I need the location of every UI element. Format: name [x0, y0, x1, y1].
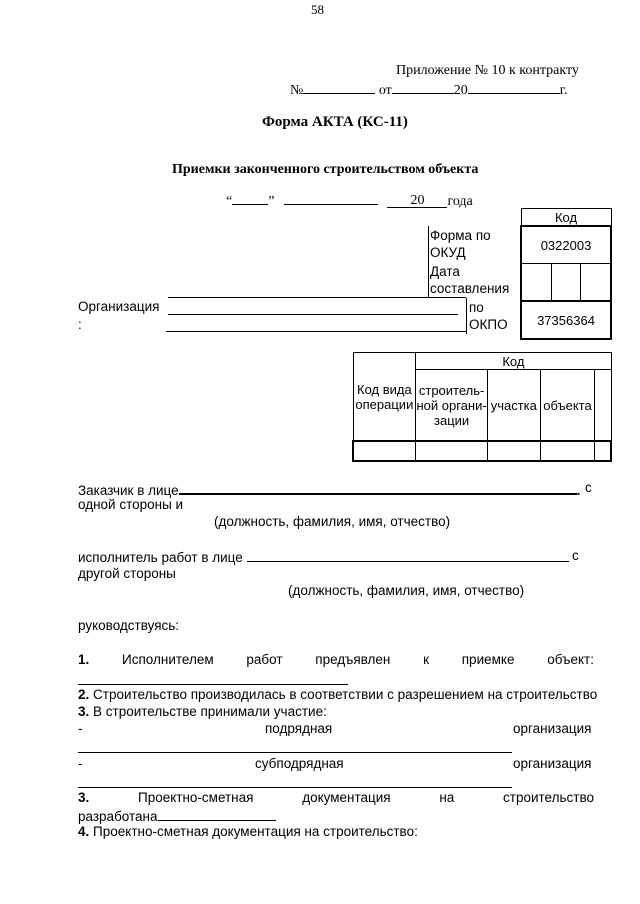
number-label: № [290, 83, 304, 98]
item-3b-word: документация [302, 790, 391, 805]
organization-label: Организация [78, 299, 160, 314]
site-header: участка [487, 370, 540, 442]
item-3-text: В строительстве принимали участие: [93, 704, 327, 719]
okud-label: Форма по ОКУД [430, 228, 491, 260]
extra-cell[interactable] [595, 441, 611, 461]
item-4-text: Проектно-сметная документация на строительство: [93, 824, 418, 839]
date-label: Дата составления [430, 264, 510, 296]
site-cell[interactable] [487, 441, 540, 461]
form-subtitle: Приемки законченного строительством объекта [172, 162, 479, 177]
year-label: года [447, 194, 473, 209]
item-3b-line2 [78, 807, 276, 824]
item-3-num: 3. [78, 704, 90, 719]
close-quote: ” [268, 194, 275, 209]
item-3b [78, 790, 594, 805]
okud-value: 0322003 [521, 226, 611, 264]
item-1-word: работ [246, 652, 283, 667]
object-cell[interactable] [540, 441, 595, 461]
customer-c: с [585, 480, 592, 495]
year-field-prefix: 20 [410, 193, 425, 208]
contractor-field[interactable] [247, 548, 569, 562]
appendix-text: Приложение № 10 к контракту [396, 63, 579, 78]
codes-table [520, 208, 612, 340]
item-1-word: Исполнителем [122, 652, 214, 667]
developed-label: разработана [78, 809, 158, 824]
item-4 [78, 824, 418, 839]
okpo-divider [466, 298, 467, 334]
general-dash: - [78, 721, 83, 736]
item-4-num: 4. [78, 824, 90, 839]
date-line [226, 191, 473, 210]
month-field[interactable] [284, 191, 378, 205]
date-day-cell[interactable] [521, 264, 551, 302]
item-1-word: предъявлен [315, 652, 391, 667]
guided-by: руководствуясь: [78, 618, 180, 633]
labels-divider [428, 226, 429, 298]
date-year-cell[interactable] [581, 264, 611, 302]
item-1-word: к [423, 652, 429, 667]
contract-number-line [290, 80, 567, 99]
item-3 [78, 704, 327, 719]
form-title: Форма АКТА (КС-11) [262, 114, 408, 130]
op-code-header: Код [416, 353, 611, 370]
developer-field[interactable] [158, 807, 276, 821]
op-type-header: Код вида операции [353, 353, 416, 442]
contractor-label: исполнитель работ в лице [78, 550, 243, 565]
organization-field[interactable] [168, 314, 458, 315]
contract-year-field[interactable] [468, 80, 560, 94]
organization-top-rule [168, 297, 466, 298]
contractor-hint: (должность, фамилия, имя, отчество) [288, 583, 525, 598]
date-month-cell[interactable] [551, 264, 581, 302]
sub-org-label: организация [513, 756, 592, 771]
customer-line [78, 480, 580, 498]
object-field[interactable] [78, 684, 348, 685]
op-type-cell[interactable] [353, 441, 416, 461]
general-contractor-label: подрядная [265, 721, 333, 736]
organization-field-2[interactable] [166, 331, 466, 332]
item-1-word: объект: [547, 652, 594, 667]
operation-codes-table [352, 352, 612, 462]
item-3b-num: 3. [78, 790, 90, 805]
general-org-label: организация [513, 721, 592, 736]
customer-dot: . [576, 483, 581, 498]
contract-date-field[interactable] [392, 80, 454, 94]
contract-number-field[interactable] [303, 80, 375, 94]
customer-label: Заказчик в лице [78, 483, 179, 498]
construction-org-header: строитель-ной органи-зации [416, 370, 488, 442]
year-prefix: 20 [453, 83, 468, 98]
construction-org-cell[interactable] [416, 441, 488, 461]
open-quote: “ [226, 194, 233, 209]
day-field[interactable] [232, 191, 268, 205]
sub-dash: - [78, 756, 83, 771]
item-3b-word: на [439, 790, 455, 805]
codes-header: Код [521, 209, 611, 227]
item-3b-word: Проектно-сметная [137, 790, 254, 805]
customer-line2: одной стороны и [78, 497, 184, 512]
extra-header [595, 370, 611, 442]
item-1 [78, 652, 594, 667]
item-2-text: Строительство производилась в соответствии с разрешением на строительство [93, 687, 598, 702]
organization-colon: : [78, 317, 82, 332]
year-suffix: г. [559, 83, 568, 98]
object-header: объекта [540, 370, 595, 442]
subcontractor-label: субподрядная [255, 756, 344, 771]
customer-hint: (должность, фамилия, имя, отчество) [214, 514, 451, 529]
contractor-line2: другой стороны [78, 566, 176, 581]
page-number: 58 [311, 2, 324, 17]
subcontractor-field[interactable] [78, 787, 512, 788]
contractor-line [78, 548, 569, 565]
item-2 [78, 687, 597, 702]
item-3b-word: строительство [503, 790, 594, 805]
general-contractor-field[interactable] [78, 752, 512, 753]
item-2-num: 2. [78, 687, 90, 702]
okpo-value: 37356364 [521, 301, 611, 339]
customer-field[interactable] [179, 480, 577, 495]
item-1-word: приемке [461, 652, 515, 667]
from-label: от [378, 83, 392, 98]
year-field[interactable] [387, 194, 447, 208]
item-1-num: 1. [78, 652, 90, 667]
contractor-c: с [572, 548, 579, 563]
okpo-label: по ОКПО [469, 300, 508, 332]
